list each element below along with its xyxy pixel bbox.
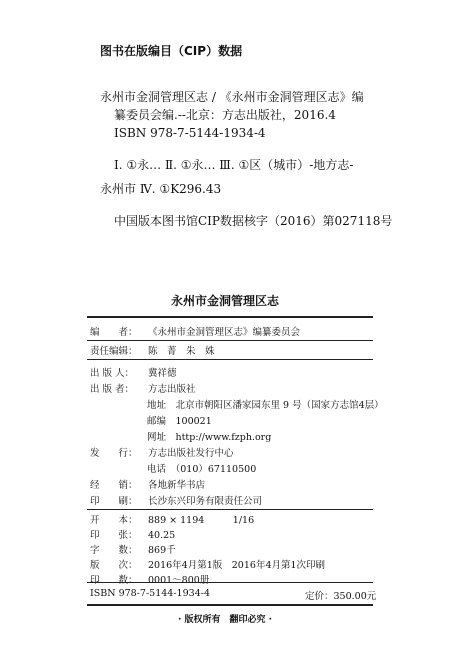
rule-bottom — [87, 604, 373, 606]
distributor-value: 方志出版社发行中心 — [148, 448, 234, 459]
distributor-label: 发 行： — [90, 448, 138, 459]
printer-value: 长沙东兴印务有限责任公司 — [148, 496, 263, 507]
seller-value: 各地新华书店 — [148, 480, 206, 491]
publisher-row — [90, 381, 196, 395]
publisher-person-label: 出 版 人： — [90, 368, 135, 379]
cip-line-4: Ⅰ. ①永… Ⅱ. ①永… Ⅲ. ①区（城市）-地方志- — [114, 158, 354, 172]
cip-line-2: 纂委员会编.--北京：方志出版社，2016.4 — [114, 108, 336, 122]
publisher-postcode: 邮编 100021 — [147, 416, 212, 427]
editor-label: 编 者： — [90, 327, 138, 338]
rule-top — [87, 316, 373, 318]
words-value: 869千 — [148, 545, 176, 556]
edition-label: 版 次： — [90, 560, 138, 571]
rule — [87, 582, 373, 583]
publisher-person-row — [90, 365, 177, 379]
editor-row — [90, 324, 300, 338]
distributor-row — [90, 445, 234, 459]
words-label: 字 数： — [90, 545, 138, 556]
isbn: ISBN 978-7-5144-1934-4 — [90, 588, 210, 599]
publisher-label: 出 版 者： — [90, 384, 135, 395]
cip-line-1: 永州市金洞管理区志 / 《永州市金洞管理区志》编 — [100, 90, 364, 104]
sheets-row — [90, 527, 175, 541]
words-row — [90, 542, 176, 556]
printer-row — [90, 493, 262, 507]
book-title: 永州市金洞管理区志 — [170, 294, 279, 308]
publisher-value: 方志出版社 — [148, 384, 196, 395]
cip-line-3: ISBN 978-7-5144-1934-4 — [114, 126, 266, 140]
publisher-person-value: 冀祥德 — [148, 368, 177, 379]
printer-label: 印 刷： — [90, 496, 138, 507]
rule — [87, 359, 373, 360]
cip-title: 图书在版编目（CIP）数据 — [100, 44, 243, 58]
print-run-value: 0001～800册 — [148, 575, 210, 586]
seller-row — [90, 477, 205, 491]
format-value: 889 × 1194 1/16 — [148, 515, 255, 526]
resp-editor-label: 责任编辑： — [90, 346, 138, 357]
edition-row — [90, 557, 325, 571]
rule — [87, 509, 373, 510]
sheets-label: 印 张： — [90, 530, 138, 541]
cip-data-number: 中国版本图书馆CIP数据核字（2016）第027118号 — [114, 214, 393, 228]
rule — [87, 340, 373, 341]
editor-value: 《永州市金洞管理区志》编纂委员会 — [148, 327, 301, 338]
format-label: 开 本： — [90, 515, 138, 526]
seller-label: 经 销： — [90, 480, 138, 491]
cip-line-5: 永州市 Ⅳ. ①K296.43 — [100, 182, 222, 196]
publisher-website: 网址 http://www.fzph.org — [147, 432, 272, 443]
sheets-value: 40.25 — [148, 530, 176, 541]
publisher-address: 地址 北京市朝阳区潘家园东里 9 号（国家方志馆4层） — [147, 400, 384, 411]
price: 定价：350.00元 — [305, 591, 377, 602]
print-run-label: 印 数： — [90, 575, 138, 586]
copyright-footer: · 版权所有 翻印必究 · — [177, 615, 273, 625]
format-row — [90, 512, 254, 526]
resp-editor-value: 陈 菁 朱 姝 — [148, 346, 215, 357]
edition-value: 2016年4月第1版 2016年4月第1次印刷 — [148, 560, 326, 571]
resp-editor-row — [90, 343, 215, 357]
print-run-row — [90, 572, 209, 586]
distributor-phone: 电话 （010）67110500 — [147, 464, 257, 475]
